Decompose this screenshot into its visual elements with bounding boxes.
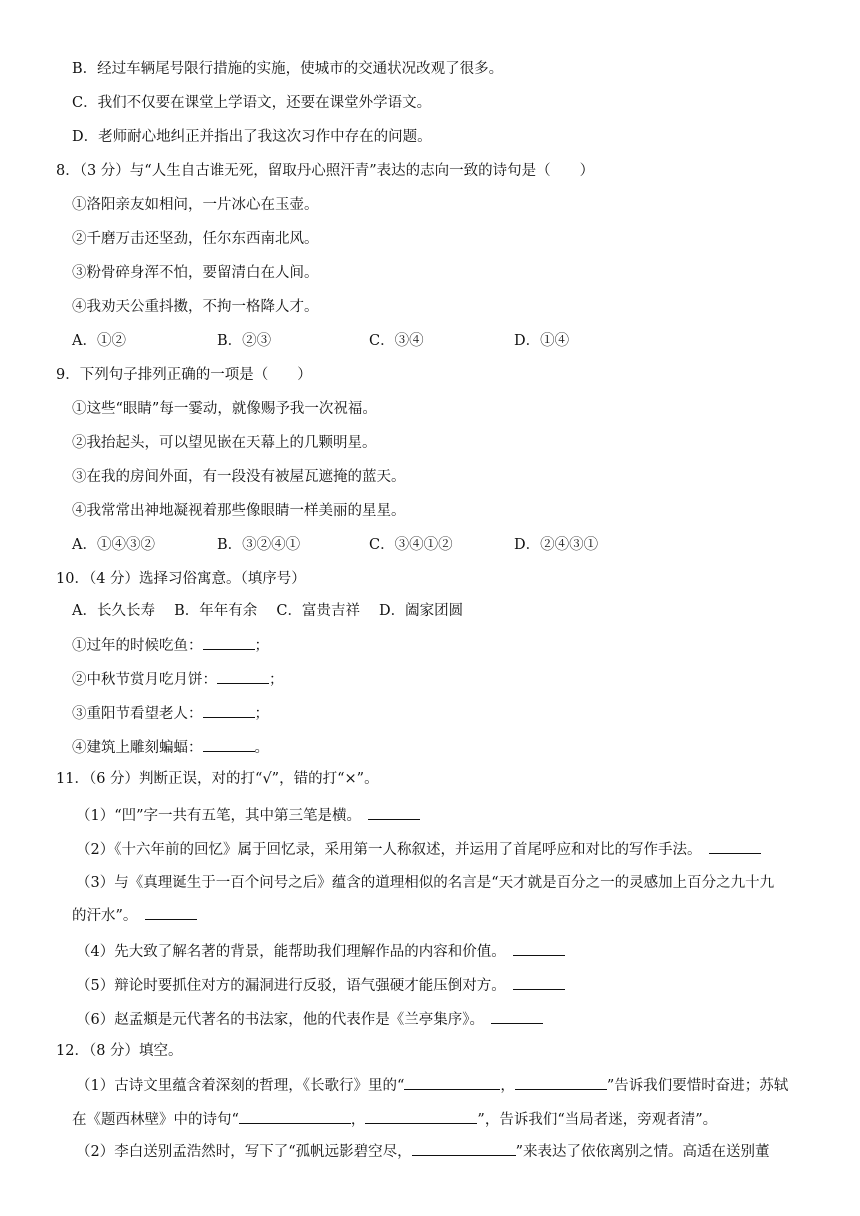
q9-sentence-1: ①这些“眼睛”每一霎动，就像赐予我一次祝福。 bbox=[72, 401, 377, 417]
answer-blank[interactable] bbox=[239, 1109, 351, 1124]
punct: ； bbox=[254, 706, 269, 722]
q9-option-a: A．①④③② bbox=[72, 537, 155, 553]
q10-item-3 bbox=[72, 703, 269, 724]
punct: ； bbox=[254, 638, 269, 654]
question-9-stem: 9．下列句子排列正确的一项是（ ） bbox=[56, 367, 312, 383]
q9-sentence-4: ④我常常出神地凝视着那些像眼睛一样美丽的星星。 bbox=[72, 503, 406, 519]
q12-item-2 bbox=[76, 1141, 770, 1162]
punct: ， bbox=[500, 1078, 515, 1094]
answer-blank[interactable] bbox=[513, 975, 565, 990]
answer-blank[interactable] bbox=[145, 905, 197, 920]
q12-item-1-cont-pre: 在《题西林壁》中的诗句“ bbox=[72, 1112, 239, 1128]
punct: ； bbox=[269, 672, 284, 688]
answer-blank[interactable] bbox=[412, 1141, 516, 1156]
q11-item-6 bbox=[76, 1009, 543, 1030]
answer-blank[interactable] bbox=[515, 1075, 607, 1090]
answer-blank[interactable] bbox=[709, 839, 761, 854]
answer-blank[interactable] bbox=[217, 669, 269, 684]
q11-item-3: （3）与《真理诞生于一百个问号之后》蕴含的道理相似的名言是“天才就是百分之一的灵感加上百分之九十九 bbox=[76, 875, 775, 891]
answer-blank[interactable] bbox=[368, 805, 420, 820]
q12-item-1-cont-post: ”，告诉我们“当局者迷，旁观者清”。 bbox=[477, 1112, 718, 1128]
punct: 。 bbox=[254, 740, 269, 756]
q8-poem-2: ②千磨万击还坚劲，任尔东西南北风。 bbox=[72, 231, 319, 247]
answer-blank[interactable] bbox=[365, 1109, 477, 1124]
q10-item-3-text: ③重阳节看望老人： bbox=[72, 706, 203, 722]
q8-poem-3: ③粉骨碎身浑不怕，要留清白在人间。 bbox=[72, 265, 319, 281]
q12-item-1-pre: （1）古诗文里蕴含着深刻的哲理，《长歌行》里的“ bbox=[76, 1078, 405, 1094]
q12-item-1-cont bbox=[72, 1109, 717, 1130]
question-8-stem: 8．（3 分）与“人生自古谁无死，留取丹心照汗青”表达的志向一致的诗句是（ ） bbox=[56, 163, 595, 179]
q8-poem-4: ④我劝天公重抖擞，不拘一格降人才。 bbox=[72, 299, 319, 315]
q11-item-4-text: （4）先大致了解名著的背景，能帮助我们理解作品的内容和价值。 bbox=[76, 944, 499, 960]
q9-option-c: C．③④①② bbox=[369, 537, 453, 553]
q11-item-2 bbox=[76, 839, 761, 860]
answer-blank[interactable] bbox=[203, 635, 255, 650]
q11-item-5-text: （5）辩论时要抓住对方的漏洞进行反驳，语气强硬才能压倒对方。 bbox=[76, 978, 499, 994]
question-10-stem: 10．（4 分）选择习俗寓意。（填序号） bbox=[56, 571, 306, 587]
q10-item-4 bbox=[72, 737, 269, 758]
q11-item-4 bbox=[76, 941, 565, 962]
q9-sentence-3: ③在我的房间外面，有一段没有被屋瓦遮掩的蓝天。 bbox=[72, 469, 406, 485]
q8-option-d: D．①④ bbox=[514, 333, 570, 349]
answer-blank[interactable] bbox=[203, 737, 255, 752]
answer-blank[interactable] bbox=[203, 703, 255, 718]
q11-item-1-text: （1）“凹”字一共有五笔，其中第三笔是横。 bbox=[76, 808, 354, 824]
q10-choices: A．长久长寿 B．年年有余 C．富贵吉祥 D．阖家团圆 bbox=[72, 603, 464, 619]
q11-item-3-cont-text: 的汗水”。 bbox=[72, 908, 131, 924]
q8-option-a: A．①② bbox=[72, 333, 126, 349]
q8-option-c: C．③④ bbox=[369, 333, 424, 349]
answer-blank[interactable] bbox=[513, 941, 565, 956]
q11-item-1 bbox=[76, 805, 420, 826]
q9-sentence-2: ②我抬起头，可以望见嵌在天幕上的几颗明星。 bbox=[72, 435, 377, 451]
q12-item-2-pre: （2）李白送别孟浩然时，写下了“孤帆远影碧空尽， bbox=[76, 1144, 412, 1160]
q10-item-2 bbox=[72, 669, 284, 690]
q11-item-2-text: （2）《十六年前的回忆》属于回忆录，采用第一人称叙述，并运用了首尾呼应和对比的写作手法。 bbox=[76, 842, 695, 858]
q12-item-2-post: ”来表达了依依离别之情。高适在送别董 bbox=[515, 1144, 770, 1160]
q7-option-b: B．经过车辆尾号限行措施的实施，使城市的交通状况改观了很多。 bbox=[72, 61, 504, 77]
q10-item-4-text: ④建筑上雕刻蝙蝠： bbox=[72, 740, 203, 756]
question-12-stem: 12．（8 分）填空。 bbox=[56, 1043, 183, 1059]
q7-option-d: D．老师耐心地纠正并指出了我这次习作中存在的问题。 bbox=[72, 129, 432, 145]
q9-option-d: D．②④③① bbox=[514, 537, 599, 553]
q10-item-1 bbox=[72, 635, 269, 656]
q10-item-2-text: ②中秋节赏月吃月饼： bbox=[72, 672, 217, 688]
answer-blank[interactable] bbox=[404, 1075, 500, 1090]
q11-item-5 bbox=[76, 975, 565, 996]
q8-poem-1: ①洛阳亲友如相问，一片冰心在玉壶。 bbox=[72, 197, 319, 213]
q9-option-b: B．③②④① bbox=[217, 537, 301, 553]
q8-option-b: B．②③ bbox=[217, 333, 272, 349]
q11-item-6-text: （6）赵孟頫是元代著名的书法家，他的代表作是《兰亭集序》。 bbox=[76, 1012, 477, 1028]
q12-item-1-post: ”告诉我们要惜时奋进；苏轼 bbox=[606, 1078, 789, 1094]
answer-blank[interactable] bbox=[491, 1009, 543, 1024]
q7-option-c: C．我们不仅要在课堂上学语文，还要在课堂外学语文。 bbox=[72, 95, 432, 111]
question-11-stem: 11．（6 分）判断正误，对的打“√”，错的打“×”。 bbox=[56, 771, 379, 787]
punct: ， bbox=[350, 1112, 366, 1128]
q10-item-1-text: ①过年的时候吃鱼： bbox=[72, 638, 203, 654]
q12-item-1 bbox=[76, 1075, 788, 1096]
q11-item-3-cont bbox=[72, 905, 197, 926]
